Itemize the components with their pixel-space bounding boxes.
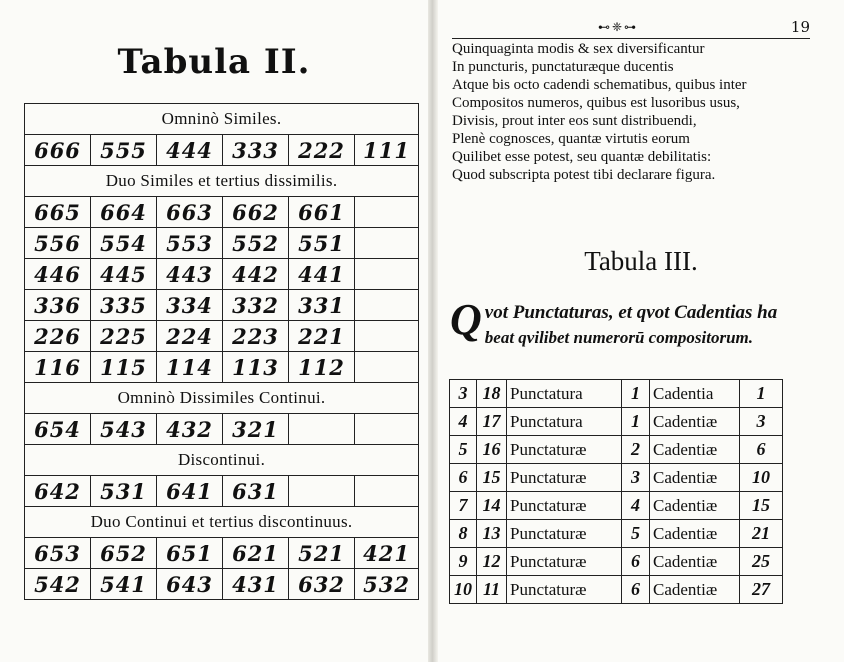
table-cell-p: 2 [622,436,650,464]
table-cell-p: 4 [622,492,650,520]
table-cell: 632 [289,569,355,600]
table-row [450,548,783,576]
table-cell [289,414,355,445]
table-cell-punct: Punctaturæ [507,520,622,548]
table-cell-cad: Cadentiæ [650,408,740,436]
table-cell: 556 [25,228,91,259]
table-cell-punct: Punctatura [507,408,622,436]
book-gutter [428,0,438,662]
table-cell [355,259,419,290]
table-cell-m: 13 [477,520,507,548]
table-row [450,436,783,464]
table-cell: 653 [25,538,91,569]
table-cell: 443 [157,259,223,290]
table-cell: 225 [91,321,157,352]
table-cell-n: 9 [450,548,477,576]
table-cell-n: 5 [450,436,477,464]
table-cell-punct: Punctatura [507,380,622,408]
header-rule [452,38,810,39]
section-row [25,104,419,135]
section-heading: Duo Similes et tertius dissimilis. [25,166,419,197]
table-cell: 654 [25,414,91,445]
number-row [25,569,419,600]
table-cell [355,321,419,352]
table-cell: 661 [289,197,355,228]
table-cell: 321 [223,414,289,445]
table-cell-p: 6 [622,576,650,604]
table-cell-p: 5 [622,520,650,548]
section-row [25,445,419,476]
verse-block [452,40,812,184]
table-cell-c: 10 [740,464,783,492]
section-row [25,166,419,197]
verse-line: Atque bis octo cadendi schematibus, quibus inter [452,77,747,93]
table-cell-n: 6 [450,464,477,492]
tabula-iii-body [450,380,783,604]
table-cell-c: 15 [740,492,783,520]
verse-line: Quinquaginta modis & sex diversificantur [452,41,705,57]
table-cell-c: 25 [740,548,783,576]
table-cell: 441 [289,259,355,290]
table-cell: 335 [91,290,157,321]
page-number: 19 [790,18,810,36]
table-cell: 542 [25,569,91,600]
table-cell: 421 [355,538,419,569]
tabula-iii-heading [450,295,840,350]
heading-line-1: vot Punctaturas, et qvot Cadentias ha [484,302,778,323]
number-row [25,197,419,228]
table-cell-punct: Punctaturæ [507,576,622,604]
tabula-ii-body [25,104,419,600]
table-cell: 222 [289,135,355,166]
table-row [450,464,783,492]
table-cell: 116 [25,352,91,383]
table-cell [355,352,419,383]
table-cell-c: 21 [740,520,783,548]
table-cell-cad: Cadentiæ [650,576,740,604]
table-cell: 552 [223,228,289,259]
table-cell: 631 [223,476,289,507]
table-row [450,520,783,548]
table-cell [355,476,419,507]
table-cell-cad: Cadentiæ [650,520,740,548]
verse-line: Compositos numeros, quibus est lusoribus usus, [452,95,740,111]
section-heading: Omninò Similes. [25,104,419,135]
header-ornament: ⊷❈⊶ [598,20,639,34]
table-cell: 224 [157,321,223,352]
table-cell: 445 [91,259,157,290]
table-cell-punct: Punctaturæ [507,464,622,492]
table-cell-n: 8 [450,520,477,548]
table-cell-n: 3 [450,380,477,408]
table-cell: 621 [223,538,289,569]
number-row [25,259,419,290]
table-cell-c: 6 [740,436,783,464]
table-cell-n: 4 [450,408,477,436]
tabula-iii-table [449,379,783,604]
section-heading: Discontinui. [25,445,419,476]
table-cell [289,476,355,507]
verse-line: Quod subscripta potest tibi declarare figura. [452,167,716,183]
section-heading: Duo Continui et tertius discontinuus. [25,507,419,538]
number-row [25,352,419,383]
table-cell-cad: Cadentiæ [650,492,740,520]
number-row [25,476,419,507]
table-row [450,492,783,520]
section-row [25,507,419,538]
table-cell: 432 [157,414,223,445]
table-cell: 532 [355,569,419,600]
table-cell-cad: Cadentiæ [650,548,740,576]
tabula-ii-table [24,103,419,600]
table-cell: 521 [289,538,355,569]
table-row [450,408,783,436]
table-row [450,380,783,408]
verse-line: In puncturis, punctaturæque ducentis [452,59,674,75]
section-row [25,383,419,414]
table-cell: 336 [25,290,91,321]
number-row [25,321,419,352]
table-cell: 115 [91,352,157,383]
table-cell: 664 [91,197,157,228]
table-cell: 114 [157,352,223,383]
table-cell: 221 [289,321,355,352]
table-cell-punct: Punctaturæ [507,548,622,576]
table-cell-c: 3 [740,408,783,436]
table-cell: 113 [223,352,289,383]
table-cell-punct: Punctaturæ [507,492,622,520]
table-cell-m: 11 [477,576,507,604]
table-cell: 541 [91,569,157,600]
table-cell: 642 [25,476,91,507]
table-cell-cad: Cadentia [650,380,740,408]
table-cell-p: 6 [622,548,650,576]
table-cell: 666 [25,135,91,166]
table-cell: 662 [223,197,289,228]
table-cell-n: 7 [450,492,477,520]
table-cell: 531 [91,476,157,507]
table-row [450,576,783,604]
table-cell-n: 10 [450,576,477,604]
table-cell: 223 [223,321,289,352]
table-cell: 444 [157,135,223,166]
table-cell: 111 [355,135,419,166]
table-cell-p: 1 [622,408,650,436]
right-page [438,0,844,662]
table-cell: 334 [157,290,223,321]
table-cell-m: 18 [477,380,507,408]
verse-line: Quilibet esse potest, seu quantæ debilitatis: [452,149,712,165]
number-row [25,228,419,259]
table-cell-c: 1 [740,380,783,408]
table-cell: 112 [289,352,355,383]
number-row [25,290,419,321]
table-cell: 643 [157,569,223,600]
heading-line-2: beat qvilibet numerorū compositorum. [484,328,754,347]
table-cell: 332 [223,290,289,321]
table-cell-c: 27 [740,576,783,604]
verse-line: Divisis, prout inter eos sunt distribuendi, [452,113,697,129]
number-row [25,538,419,569]
heading-initial: Q [450,295,482,344]
table-cell-cad: Cadentiæ [650,464,740,492]
table-cell: 554 [91,228,157,259]
table-cell [355,197,419,228]
table-cell-punct: Punctaturæ [507,436,622,464]
table-cell [355,414,419,445]
table-cell: 442 [223,259,289,290]
table-cell: 333 [223,135,289,166]
table-cell: 551 [289,228,355,259]
table-cell-p: 1 [622,380,650,408]
table-cell: 431 [223,569,289,600]
table-cell: 663 [157,197,223,228]
table-cell-m: 14 [477,492,507,520]
section-heading: Omninò Dissimiles Continui. [25,383,419,414]
tabula-iii-title: Tabula III. [584,246,698,276]
table-cell: 553 [157,228,223,259]
number-row [25,135,419,166]
table-cell-m: 17 [477,408,507,436]
table-cell: 652 [91,538,157,569]
table-cell: 543 [91,414,157,445]
table-cell: 226 [25,321,91,352]
table-cell: 331 [289,290,355,321]
table-cell: 665 [25,197,91,228]
tabula-ii-title: Tabula II. [117,42,311,82]
table-cell-m: 15 [477,464,507,492]
table-cell [355,290,419,321]
table-cell: 555 [91,135,157,166]
table-cell [355,228,419,259]
table-cell: 651 [157,538,223,569]
table-cell: 446 [25,259,91,290]
table-cell-m: 16 [477,436,507,464]
table-cell: 641 [157,476,223,507]
verse-line: Plenè cognosces, quantæ virtutis eorum [452,131,690,147]
number-row [25,414,419,445]
table-cell-m: 12 [477,548,507,576]
table-cell-p: 3 [622,464,650,492]
table-cell-cad: Cadentiæ [650,436,740,464]
